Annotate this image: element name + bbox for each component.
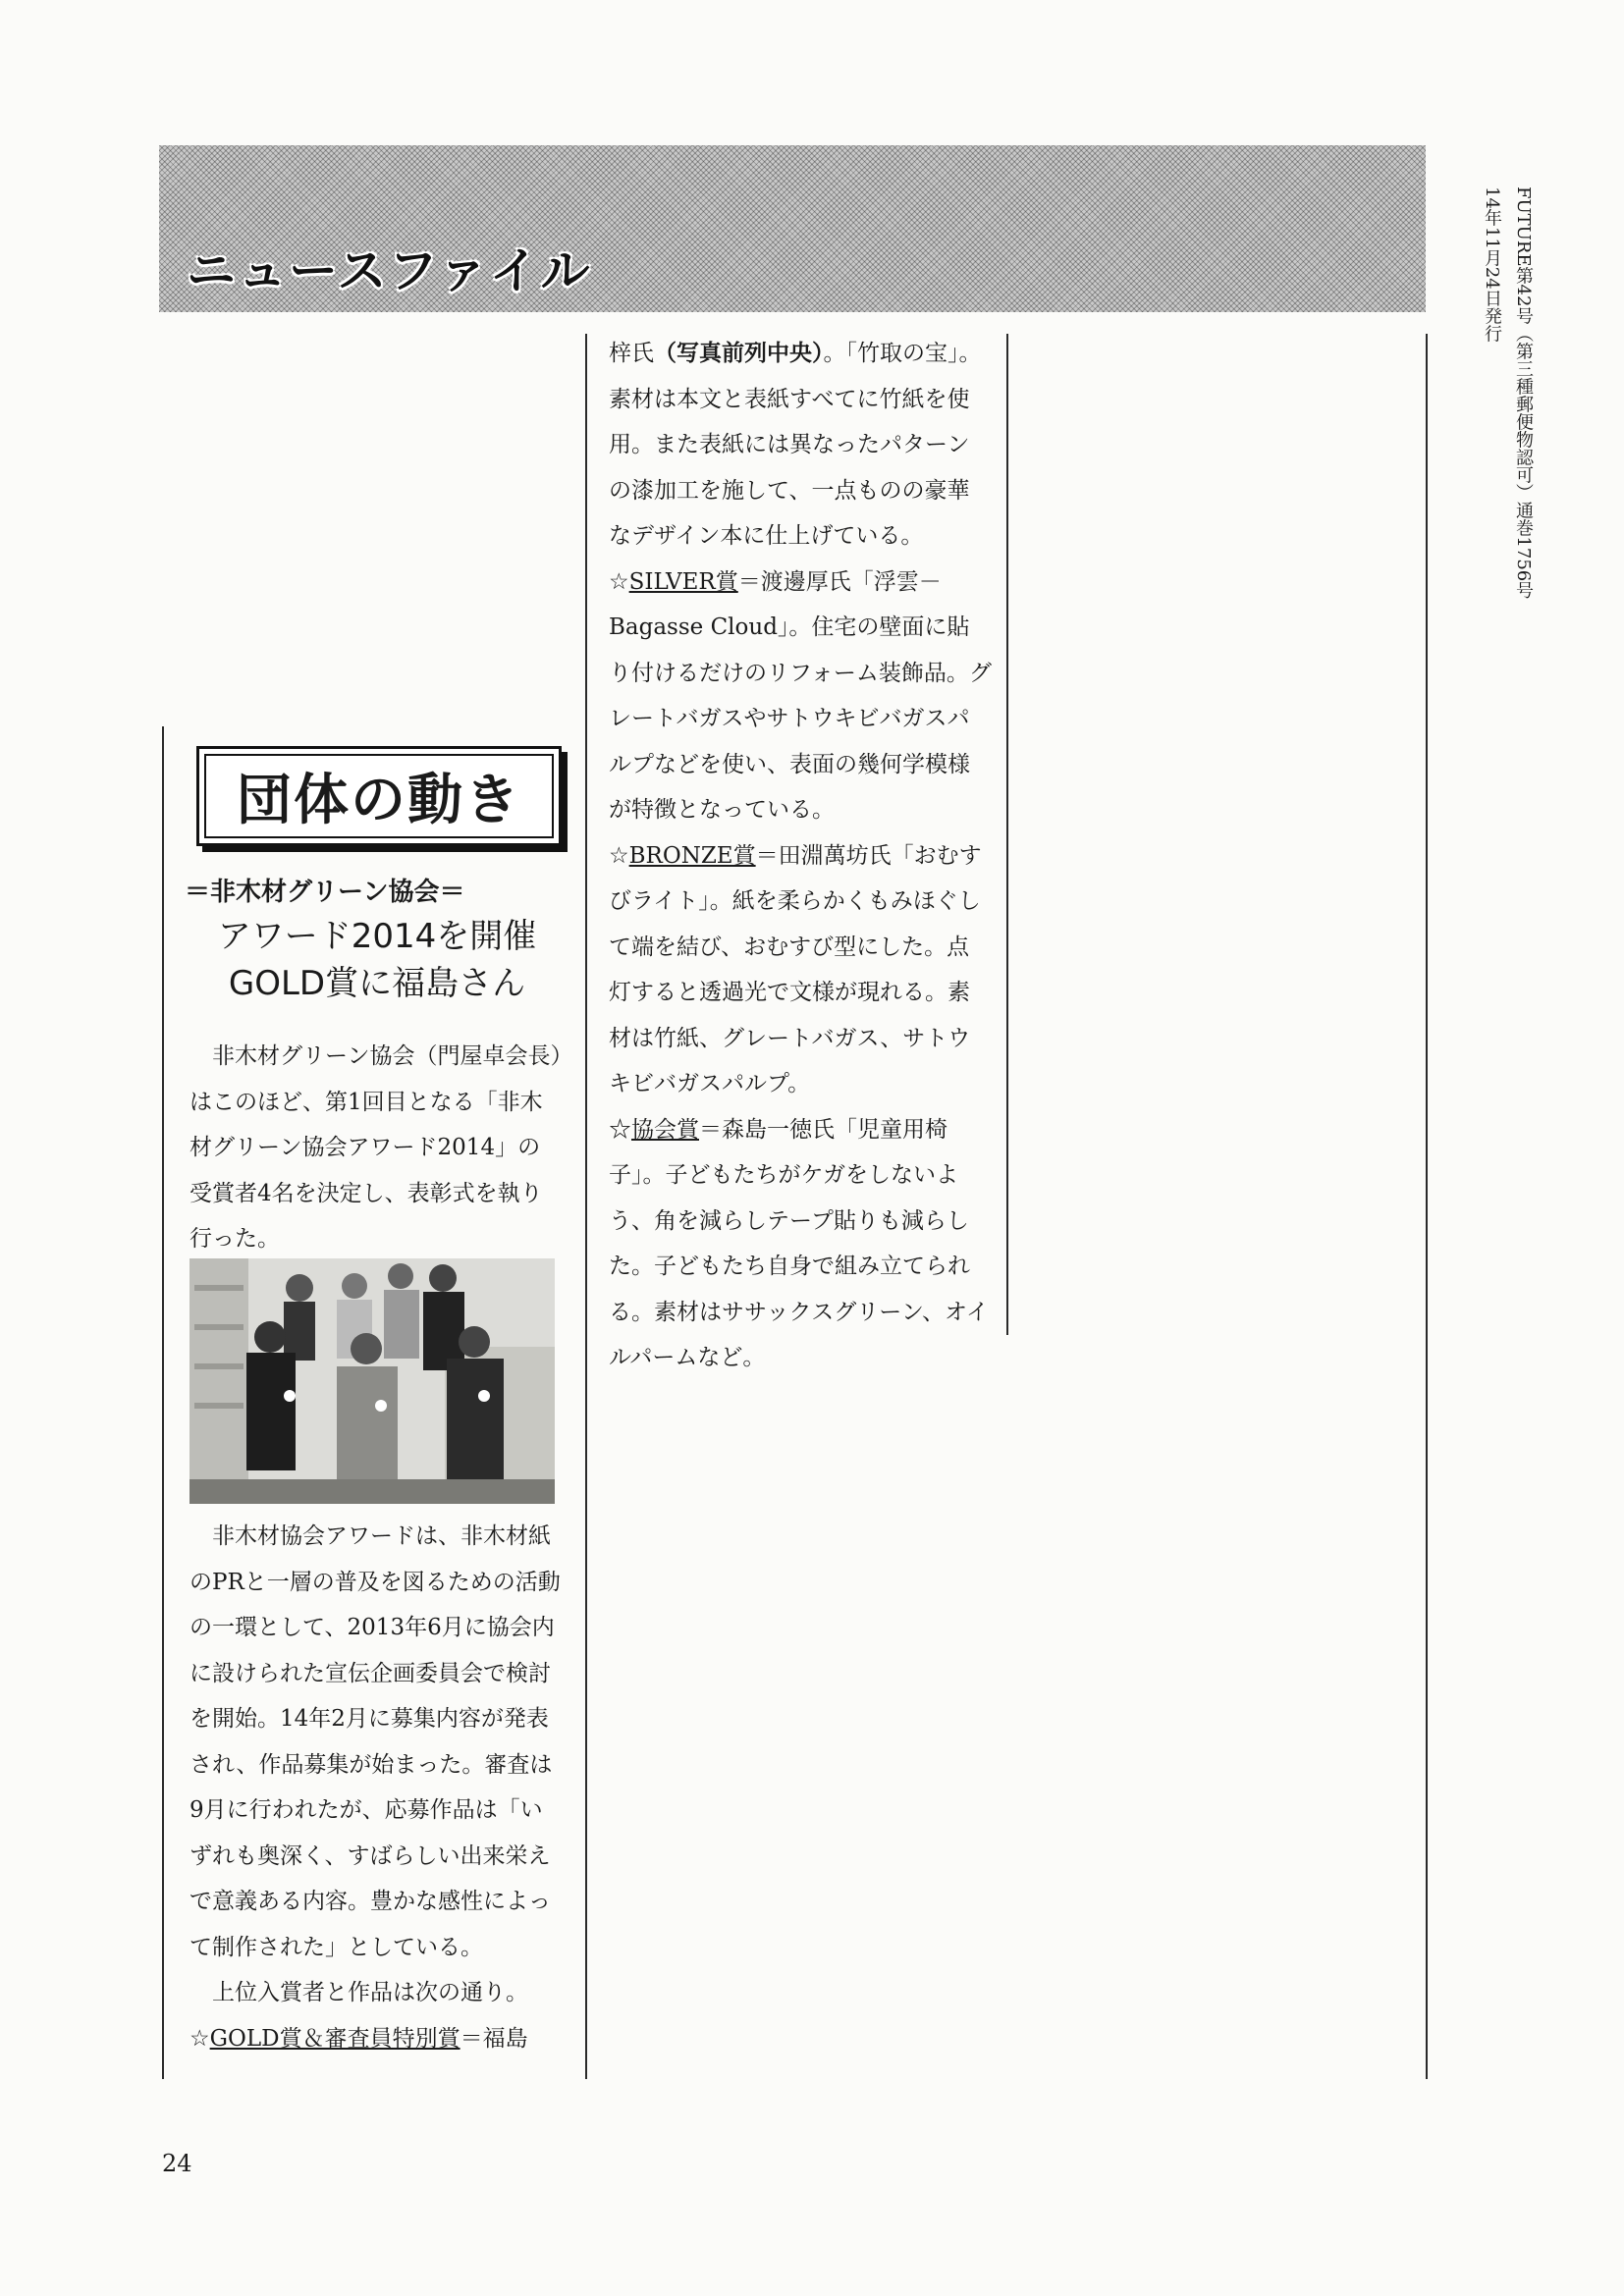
- headline-line-2: GOLD賞に福島さん: [228, 964, 526, 1003]
- bronze-award: [609, 833, 992, 1107]
- gold-award-name: GOLD賞＆審査員特別賞: [209, 2025, 460, 2052]
- paragraph-intro: 非木材グリーン協会（門屋卓会長）はこのほど、第1回目となる「非木材グリーン協会アワード2014」の受賞者4名を決定し、表彰式を執り行った。: [189, 1043, 563, 1252]
- category-stamp: [196, 746, 562, 846]
- body-column-2: [609, 331, 992, 1381]
- silver-award-name: SILVER賞: [628, 568, 738, 595]
- article-headline: [185, 913, 569, 1007]
- body-column-1a: [189, 1034, 563, 1262]
- section-title: ニュースファイル: [187, 242, 592, 299]
- column-rule-middle: [585, 334, 587, 2079]
- award-ceremony-photo: [189, 1258, 555, 1504]
- star-mark: ☆: [609, 568, 629, 595]
- bronze-award-name: BRONZE賞: [628, 842, 756, 869]
- gold-award-winner-start: ＝福島: [460, 2025, 528, 2052]
- gold-award-line: [189, 2016, 563, 2062]
- star-mark: ☆: [609, 842, 629, 869]
- section-banner: [159, 145, 1426, 312]
- category-stamp-label: 団体の動き: [204, 754, 554, 838]
- star-mark: ☆: [189, 2025, 210, 2052]
- association-award-description: ＝森島一徳氏「児童用椅子」。子どもたちがケガをしないよう、角を減らしテープ貼りも減らした。子どもたち自身で組み立てられる。素材はササックスグリーン、オイルパームなど。: [609, 1116, 989, 1370]
- silver-award-description: ＝渡邊厚氏「浮雲－Bagasse Cloud」。住宅の壁面に貼り付けるだけのリフォーム装飾品。グレートバガスやサトウキビバガスパルプなどを使い、表面の幾何学模様が特徴となっている。: [609, 568, 992, 823]
- column-rule-left: [162, 726, 164, 2079]
- body-column-1b: [189, 1514, 563, 2061]
- masthead-publication: FUTURE第42号（第三種郵便物認可）通巻1756号: [1513, 187, 1534, 600]
- column-rule-far-right: [1426, 334, 1428, 2079]
- association-award: [609, 1107, 992, 1381]
- star-mark: ☆: [609, 1116, 631, 1143]
- gold-winner-name-end: 梓氏: [609, 341, 654, 366]
- headline-line-1: アワード2014を開催: [217, 917, 537, 956]
- association-award-name: 協会賞: [631, 1116, 699, 1143]
- masthead-issue-date: 14年11月24日発行: [1482, 187, 1502, 343]
- paragraph-winners-intro: 上位入賞者と作品は次の通り。: [212, 1980, 528, 2005]
- photo-caption-note: （写真前列中央）: [654, 341, 824, 366]
- paragraph-background: 非木材協会アワードは、非木材紙のPRと一層の普及を図るための活動の一環として、2013年6月に協会内に設けられた宣伝企画委員会で検討を開始。14年2月に募集内容が発表され、作品募集が始まった。審査は9月に行われたが、応募作品は「いずれも奥深く、すばらしい出来栄えで意義ある内容。豊かな感性によって制作された」としている。: [189, 1523, 561, 1960]
- silver-award: [609, 560, 992, 833]
- bronze-award-description: ＝田淵萬坊氏「おむすびライト」。紙を柔らかくもみほぐして端を結び、おむすび型にした。点灯すると透過光で文様が現れる。素材は竹紙、グレートバガス、サトウキビバガスパルプ。: [609, 842, 982, 1096]
- gold-work-description: 。「竹取の宝」。素材は本文と表紙すべてに竹紙を使用。また表紙には異なったパターンの漆加工を施して、一点ものの豪華なデザイン本に仕上げている。: [609, 341, 982, 549]
- column-rule-right: [1006, 334, 1008, 1335]
- article-kicker: ＝非木材グリーン協会＝: [185, 878, 465, 907]
- gold-award-details: [609, 331, 992, 560]
- page-number: 24: [162, 2150, 192, 2177]
